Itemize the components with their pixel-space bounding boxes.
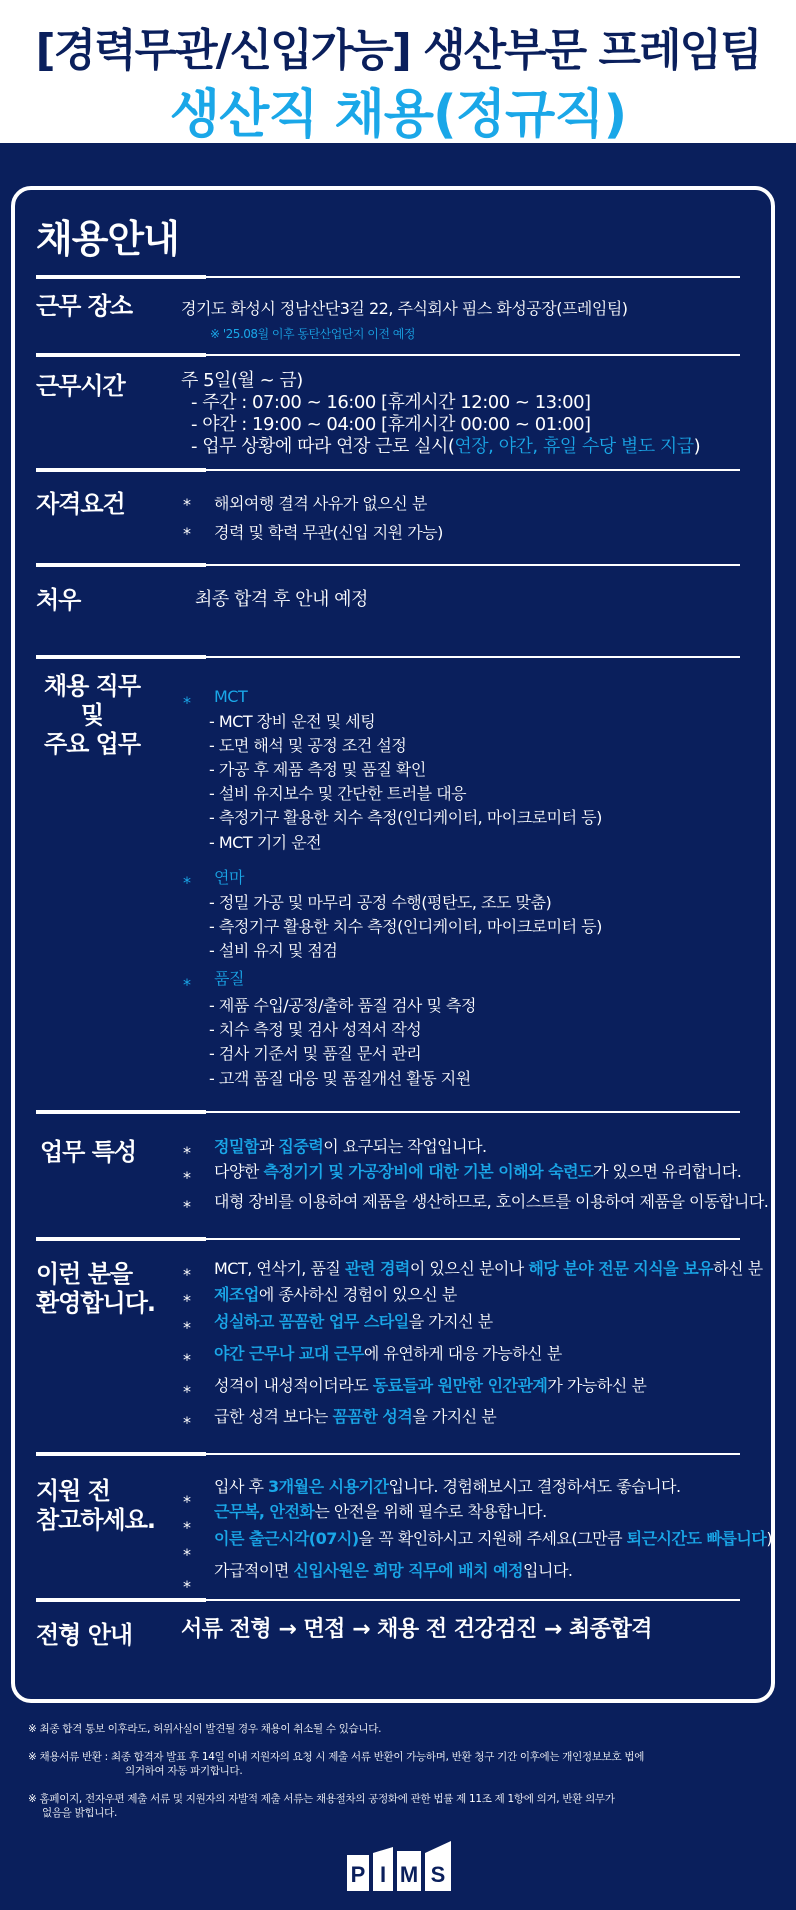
duty-item: - 가공 후 제품 측정 및 품질 확인: [209, 760, 426, 779]
bullet-star: *: [183, 1545, 191, 1564]
bullet-star: *: [183, 975, 191, 994]
hours-day-shift: - 주간 : 07:00 ~ 16:00 [휴게시간 12:00 ~ 13:00]: [191, 392, 591, 413]
bullet-star: *: [183, 693, 191, 712]
process-label: 전형 안내: [36, 1621, 133, 1649]
bullet-star: *: [183, 1350, 191, 1369]
hours-label: 근무시간: [36, 372, 125, 400]
duty-item: - 치수 측정 및 검사 성적서 작성: [209, 1020, 422, 1039]
bullet-star: *: [183, 1518, 191, 1537]
duty-item: - 정밀 가공 및 마무리 공정 수행(평탄도, 조도 맞춤): [209, 893, 552, 912]
duty-item: - 제품 수입/공정/출하 품질 검사 및 측정: [209, 996, 476, 1015]
bullet-star: *: [183, 1197, 191, 1216]
qualification-label: 자격요건: [36, 490, 125, 518]
section-divider: [36, 469, 740, 471]
benefit-label: 처우: [36, 586, 81, 614]
section-divider: [36, 354, 740, 356]
duty-group-title-quality: 품질: [214, 969, 244, 988]
logo-letter-p: P: [350, 1862, 366, 1887]
card-title: 채용안내: [36, 217, 179, 261]
duty-group-title-grinding: 연마: [214, 868, 244, 887]
section-divider: [36, 1111, 740, 1113]
welcome-item: 야간 근무나 교대 근무에 유연하게 대응 가능하신 분: [214, 1344, 562, 1363]
pims-logo: [347, 1841, 453, 1894]
duty-item: - 측정기구 활용한 치수 측정(인디케이터, 마이크로미터 등): [209, 917, 602, 936]
footer-note: 의거하여 자동 파기합니다.: [125, 1765, 243, 1777]
welcome-item: 성격이 내성적이더라도 동료들과 원만한 인간관계가 가능하신 분: [214, 1376, 647, 1395]
bullet-star: *: [183, 495, 191, 514]
footer-note: ※ 채용서류 반환 : 최종 합격자 발표 후 14일 이내 지원자의 요청 시 제출 서류 반환이 가능하며, 반환 청구 기간 이후에는 개인정보보호 법에: [28, 1751, 645, 1763]
header-title: [경력무관/신입가능] 생산부문 프레임팀: [35, 25, 761, 76]
footer-note: 없음을 밝힙니다.: [42, 1807, 117, 1819]
logo-letter-s: S: [430, 1862, 446, 1887]
header-banner: [0, 0, 796, 143]
hours-night-shift: - 야간 : 19:00 ~ 04:00 [휴게시간 00:00 ~ 01:00]: [191, 414, 591, 435]
duty-item: - 도면 해석 및 공정 조건 설정: [209, 736, 407, 755]
feature-item: 대형 장비를 이용하여 제품을 생산하므로, 호이스트를 이용하여 제품을 이동합니다.: [214, 1192, 769, 1211]
footer-note: ※ 홈페이지, 전자우편 제출 서류 및 지원자의 자발적 제출 서류는 채용절차의 공정화에 관한 법률 제 11조 제 1항에 의거, 반환 의무가: [28, 1793, 615, 1805]
welcome-label: 이런 분을 환영합니다.: [36, 1260, 156, 1317]
duties-label: 채용 직무 및 주요 업무: [43, 672, 141, 758]
process-steps: 서류 전형 → 면접 → 채용 전 건강검진 → 최종합격: [181, 1617, 653, 1642]
hours-overtime: - 업무 상황에 따라 연장 근로 실시(연장, 야간, 휴일 수당 별도 지급): [191, 436, 701, 457]
welcome-item: 성실하고 꼼꼼한 업무 스타일을 가지신 분: [214, 1312, 493, 1331]
duty-item: - 고객 품질 대응 및 품질개선 활동 지원: [209, 1069, 471, 1088]
reference-item: 가급적이면 신입사원은 희망 직무에 배치 예정입니다.: [214, 1561, 573, 1580]
welcome-item: 제조업에 종사하신 경험이 있으신 분: [214, 1285, 457, 1304]
reference-label: 지원 전 참고하세요.: [36, 1477, 156, 1534]
qualification-item: 경력 및 학력 무관(신입 지원 가능): [214, 523, 443, 542]
bullet-star: *: [183, 1143, 191, 1162]
section-divider: [36, 276, 740, 278]
bullet-star: *: [183, 1318, 191, 1337]
reference-item: 이른 출근시각(07시)을 꼭 확인하시고 지원해 주세요(그만큼 퇴근시간도 빠릅니다): [214, 1529, 773, 1548]
footer-note: ※ 최종 합격 통보 이후라도, 허위사실이 발견될 경우 채용이 취소될 수 있습니다.: [28, 1723, 382, 1735]
section-divider: [36, 1599, 740, 1601]
reference-item: 입사 후 3개월은 시용기간입니다. 경험해보시고 결정하셔도 좋습니다.: [214, 1477, 681, 1496]
reference-item: 근무복, 안전화는 안전을 위해 필수로 착용합니다.: [214, 1502, 547, 1521]
feature-item: 다양한 측정기기 및 가공장비에 대한 기본 이해와 숙련도가 있으면 유리합니다.: [214, 1162, 742, 1181]
feature-item: 정밀함과 집중력이 요구되는 작업입니다.: [214, 1137, 487, 1156]
features-label: 업무 특성: [40, 1138, 137, 1166]
logo-letter-m: M: [399, 1862, 419, 1887]
duty-item: - MCT 기기 운전: [209, 833, 322, 852]
section-divider: [36, 564, 740, 566]
duty-item: - 설비 유지보수 및 간단한 트러블 대응: [209, 784, 467, 803]
location-label: 근무 장소: [36, 292, 133, 320]
welcome-item: MCT, 연삭기, 품질 관련 경력이 있으신 분이나 해당 분야 전문 지식을 보유하신 분: [214, 1259, 763, 1278]
section-divider: [36, 656, 740, 658]
header-subtitle: 생산직 채용(정규직): [169, 85, 627, 145]
benefit-text: 최종 합격 후 안내 예정: [195, 589, 368, 610]
duty-item: - 설비 유지 및 점검: [209, 941, 338, 960]
duty-item: - MCT 장비 운전 및 세팅: [209, 712, 376, 731]
bullet-star: *: [183, 1291, 191, 1310]
hours-days: 주 5일(월 ~ 금): [181, 370, 303, 391]
bullet-star: *: [183, 1168, 191, 1187]
duty-group-title-mct: MCT: [214, 687, 248, 706]
duty-item: - 검사 기준서 및 품질 문서 관리: [209, 1044, 422, 1063]
duty-item: - 측정기구 활용한 치수 측정(인디케이터, 마이크로미터 등): [209, 808, 602, 827]
location-address: 경기도 화성시 정남산단3길 22, 주식회사 핌스 화성공장(프레임팀): [181, 299, 628, 318]
bullet-star: *: [183, 873, 191, 892]
bullet-star: *: [183, 1577, 191, 1596]
logo-letter-i: I: [379, 1862, 387, 1887]
bullet-star: *: [183, 1382, 191, 1401]
bullet-star: *: [183, 1492, 191, 1511]
welcome-item: 급한 성격 보다는 꼼꼼한 성격을 가지신 분: [214, 1407, 497, 1426]
section-divider: [36, 1453, 740, 1455]
location-note: ※ '25.08월 이후 동탄산업단지 이전 예정: [210, 327, 415, 341]
bullet-star: *: [183, 524, 191, 543]
qualification-item: 해외여행 결격 사유가 없으신 분: [214, 494, 427, 513]
bullet-star: *: [183, 1265, 191, 1284]
section-divider: [36, 1238, 740, 1240]
bullet-star: *: [183, 1413, 191, 1432]
